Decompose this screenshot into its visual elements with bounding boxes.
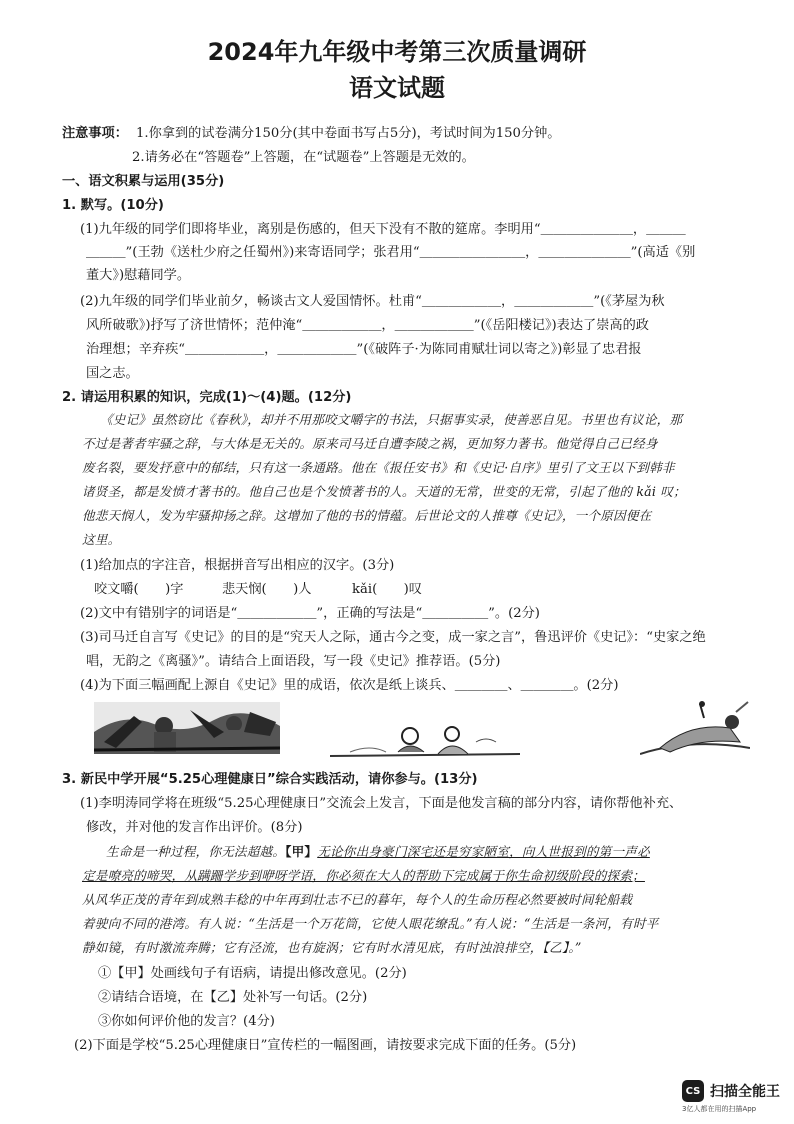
q3-sub1-line2: 修改，并对他的发言作出评价。(8分) xyxy=(86,820,303,835)
illustration-two-figures xyxy=(330,722,520,762)
illustration-reclining-figure xyxy=(640,698,750,760)
q2-passage-line: 不过是著者牢骚之辞，与大体是无关的。原来司马迁自遭李陵之祸，更加努力著书。他觉得自己已经身 xyxy=(82,436,658,451)
q2-sub1-item: 咬文嚼( )字 xyxy=(94,582,184,597)
scanner-brand: 扫描全能王 xyxy=(710,1084,780,1100)
notice-label: 注意事项： xyxy=(62,126,128,141)
notice-line-2: 2.请务必在“答题卷”上答题，在“试题卷”上答题是无效的。 xyxy=(132,150,475,165)
q2-sub1: (1)给加点的字注音，根据拼音写出相应的汉字。(3分) xyxy=(80,558,395,573)
q1-part2-line4: 国之志。 xyxy=(86,366,139,381)
exam-title: 2024年九年级中考第三次质量调研 xyxy=(207,38,587,66)
q2-sub4: (4)为下面三幅画配上源自《史记》里的成语，依次是纸上谈兵、＿＿＿＿、＿＿＿＿。(2分) xyxy=(80,678,619,693)
illustration-war-scene xyxy=(94,702,280,754)
q2-sub2: (2)文中有错别字的词语是“＿＿＿＿＿＿”，正确的写法是“＿＿＿＿＿”。(2分) xyxy=(80,606,540,621)
exam-subtitle: 语文试题 xyxy=(349,74,445,102)
q3-speech-line5: 静如镜，有时激流奔腾；它有泾流，也有旋涡；它有时水清见底，有时浊浪排空，【乙】。” xyxy=(82,940,582,955)
q1-part1-line1: (1)九年级的同学们即将毕业，离别是伤感的，但天下没有不散的筵席。李明用“＿＿＿＿＿＿＿，＿＿＿ xyxy=(80,222,686,237)
q2-heading: 2. 请运用积累的知识，完成(1)～(4)题。(12分) xyxy=(62,390,352,405)
q2-passage-line: 《史记》虽然窃比《春秋》，却并不用那咬文嚼字的书法，只据事实录，使善恶自见。书里也有议论，那 xyxy=(100,412,683,427)
q1-part2-line2: 风所破歌》)抒写了济世情怀；范仲淹“＿＿＿＿＿＿，＿＿＿＿＿＿”(《岳阳楼记》)表达了崇高的政 xyxy=(86,318,649,333)
q2-passage-line: 他悲天悯人，发为牢骚抑扬之辞。这增加了他的书的情蕴。后世论文的人推尊《史记》，一个原因便在 xyxy=(82,508,652,523)
q2-sub3-line1: (3)司马迁自言写《史记》的目的是“究天人之际，通古今之变，成一家之言”，鲁迅评价《史记》：“史家之绝 xyxy=(80,630,706,645)
q3-speech-line3: 从风华正茂的青年到成熟丰稔的中年再到壮志不已的暮年，每个人的生命历程必然要被时间轮船载 xyxy=(82,892,633,907)
q1-heading: 1. 默写。(10分) xyxy=(62,198,164,213)
q1-part2-line1: (2)九年级的同学们毕业前夕，畅谈古文人爱国情怀。杜甫“＿＿＿＿＿＿，＿＿＿＿＿＿”(《茅屋为秋 xyxy=(80,294,665,309)
q1-part1-line3: 董大》)慰藉同学。 xyxy=(86,268,191,283)
q3-speech-line1: 生命是一种过程，你无法超越。【甲】无论你出身豪门深宅还是穷家陋室，向人世报到的第一声必 xyxy=(106,844,650,859)
notice-line-1: 1.你拿到的试卷满分150分(其中卷面书写占5分)，考试时间为150分钟。 xyxy=(136,126,561,141)
q3-sub2: (2)下面是学校“5.25心理健康日”宣传栏的一幅图画，请按要求完成下面的任务。(5分) xyxy=(74,1038,577,1053)
scanner-tagline: 3亿人都在用的扫描App xyxy=(682,1105,757,1113)
q1-part1-line2: ＿＿＿”(王勃《送杜少府之任蜀州》)来寄语同学；张君用“＿＿＿＿＿＿＿＿，＿＿＿＿＿＿＿”(高适《别 xyxy=(86,245,696,260)
section-1-heading: 一、语文积累与运用(35分) xyxy=(62,174,225,189)
q3-heading: 3. 新民中学开展“5.25心理健康日”综合实践活动，请你参与。(13分) xyxy=(62,772,478,787)
q3-task1: ①【甲】处画线句子有语病，请提出修改意见。(2分) xyxy=(98,966,407,981)
q3-speech-line2: 定是嘹亮的啼哭，从蹒跚学步到咿呀学语，你必须在大人的帮助下完成属于你生命初级阶段的探索； xyxy=(82,868,645,883)
q3-task3: ③你如何评价他的发言？(4分) xyxy=(98,1014,275,1029)
q2-passage-line: 诸贤圣，都是发愤才著书的。他自己也是个发愤著书的人。天道的无常，世变的无常，引起了他的 kǎi 叹； xyxy=(82,484,686,499)
q2-passage-line: 废名裂，要发抒意中的郁结，只有这一条通路。他在《报任安书》和《史记·自序》里引了文王以下到韩非 xyxy=(82,460,675,475)
q2-passage-line: 这里。 xyxy=(82,532,121,547)
q2-sub1-item: kǎi( )叹 xyxy=(352,582,422,597)
scanner-watermark xyxy=(682,1080,780,1102)
marker-jia: 【甲】 xyxy=(285,844,318,859)
q3-sub1-line1: (1)李明涛同学将在班级“5.25心理健康日”交流会上发言，下面是他发言稿的部分内容，请你帮他补充、 xyxy=(80,796,683,811)
scanner-logo-icon: CS xyxy=(682,1080,704,1102)
q2-sub3-line2: 唱，无韵之《离骚》”。请结合上面语段，写一段《史记》推荐语。(5分) xyxy=(86,654,501,669)
q3-speech-line4: 着驶向不同的港湾。有人说：“生活是一个万花筒，它使人眼花缭乱。”有人说：“生活是一条河，有时平 xyxy=(82,916,659,931)
q3-task2: ②请结合语境，在【乙】处补写一句话。(2分) xyxy=(98,990,368,1005)
q1-part2-line3: 治理想；辛弃疾“＿＿＿＿＿＿，＿＿＿＿＿＿”(《破阵子·为陈同甫赋壮词以寄之》)彰显了忠君报 xyxy=(86,342,642,357)
q2-sub1-item: 悲天悯( )人 xyxy=(222,582,312,597)
